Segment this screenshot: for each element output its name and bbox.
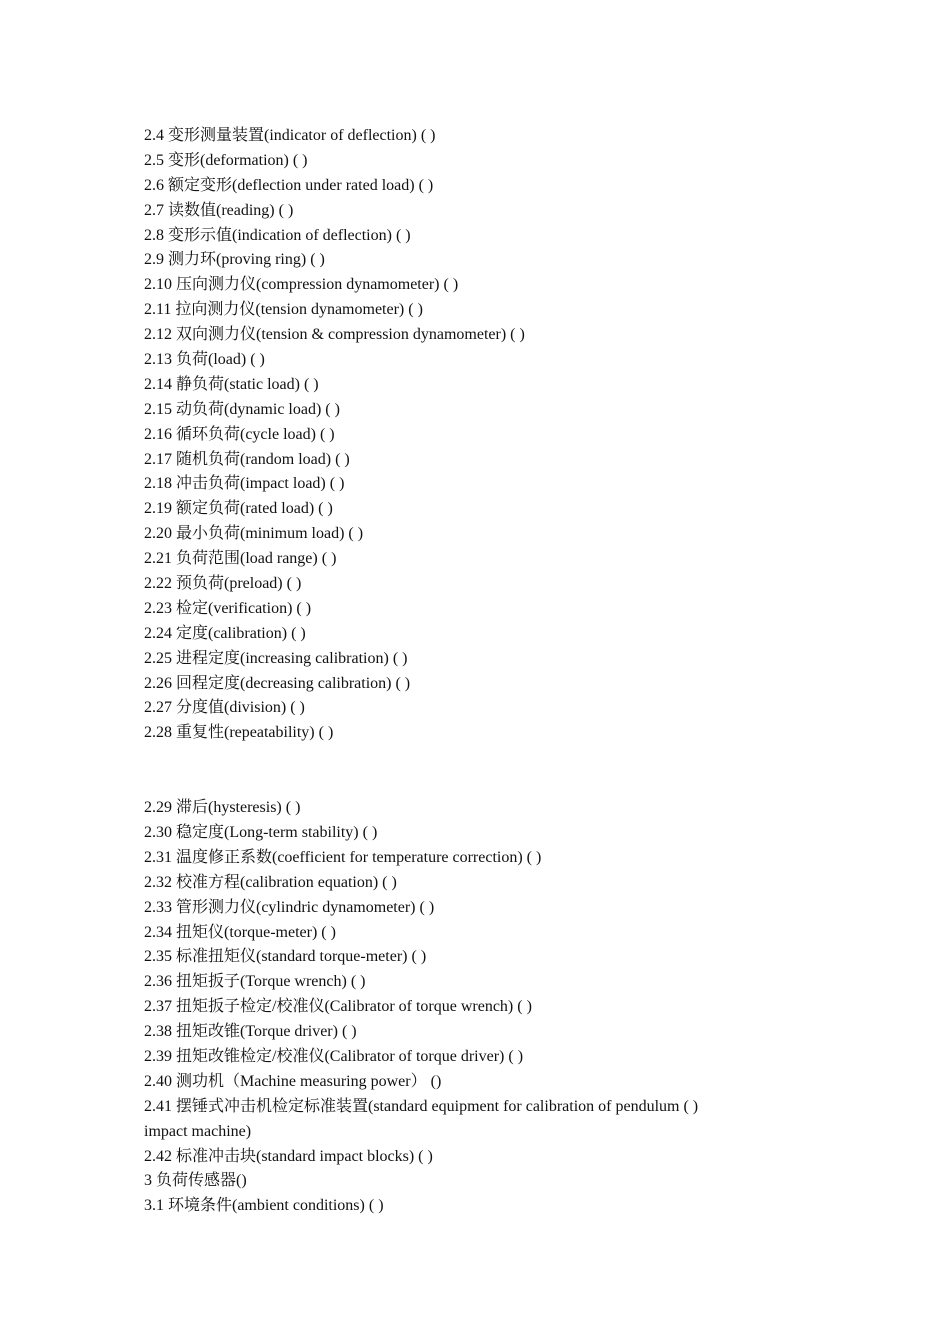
glossary-list-part2 — [144, 796, 784, 1219]
glossary-content — [144, 124, 784, 1219]
glossary-entry: 2.30 稳定度(Long-term stability) ( ) — [144, 823, 378, 841]
glossary-entry: 2.19 额定负荷(rated load) ( ) — [144, 500, 333, 518]
glossary-entry: 2.4 变形测量装置(indicator of deflection) ( ) — [144, 127, 436, 144]
glossary-entry: 2.38 扭矩改锥(Torque driver) ( ) — [144, 1023, 357, 1041]
glossary-entry: 2.37 扭矩扳子检定/校准仪(Calibrator of torque wrench) ( ) — [144, 998, 532, 1016]
glossary-entry: 2.11 拉向测力仪(tension dynamometer) ( ) — [144, 301, 423, 319]
blank-line — [144, 771, 784, 796]
glossary-entry: 2.41 摆锤式冲击机检定标准装置(standard equipment for calibration of pendulum ( ) — [144, 1097, 699, 1115]
glossary-entry: 2.33 管形测力仪(cylindric dynamometer) ( ) — [144, 898, 435, 916]
glossary-entry: 2.7 读数值(reading) ( ) — [144, 201, 294, 219]
glossary-entry: 2.25 进程定度(increasing calibration) ( ) — [144, 649, 408, 667]
glossary-entry: 3.1 环境条件(ambient conditions) ( ) — [144, 1197, 384, 1215]
glossary-entry: 2.42 标准冲击块(standard impact blocks) ( ) — [144, 1147, 433, 1165]
glossary-entry: 2.27 分度值(division) ( ) — [144, 699, 305, 717]
glossary-entry: 2.26 回程定度(decreasing calibration) ( ) — [144, 674, 411, 692]
glossary-entry: 2.14 静负荷(static load) ( ) — [144, 375, 319, 393]
glossary-entry: 2.17 随机负荷(random load) ( ) — [144, 450, 350, 468]
glossary-entry: 2.16 循环负荷(cycle load) ( ) — [144, 425, 335, 443]
glossary-entry: 2.29 滞后(hysteresis) ( ) — [144, 799, 301, 817]
glossary-entry: 2.12 双向测力仪(tension & compression dynamometer) ( ) — [144, 326, 525, 344]
glossary-entry: 2.22 预负荷(preload) ( ) — [144, 575, 302, 593]
glossary-entry: 2.24 定度(calibration) ( ) — [144, 624, 306, 642]
glossary-entry: 2.32 校准方程(calibration equation) ( ) — [144, 873, 397, 891]
glossary-entry: 2.28 重复性(repeatability) ( ) — [144, 724, 334, 742]
glossary-entry: 2.21 负荷范围(load range) ( ) — [144, 550, 337, 568]
glossary-entry: 2.39 扭矩改锥检定/校准仪(Calibrator of torque driver) ( ) — [144, 1047, 524, 1065]
glossary-entry: 2.18 冲击负荷(impact load) ( ) — [144, 475, 345, 493]
glossary-entry: 2.6 额定变形(deflection under rated load) ( ) — [144, 176, 434, 194]
glossary-entry: 2.31 温度修正系数(coefficient for temperature correction) ( ) — [144, 848, 542, 866]
glossary-entry: 2.5 变形(deformation) ( ) — [144, 151, 308, 169]
glossary-entry: impact machine) — [144, 1122, 252, 1140]
blank-line — [144, 746, 784, 771]
glossary-entry: 2.10 压向测力仪(compression dynamometer) ( ) — [144, 276, 459, 294]
glossary-entry: 2.13 负荷(load) ( ) — [144, 351, 265, 369]
glossary-entry: 2.9 测力环(proving ring) ( ) — [144, 251, 325, 269]
glossary-entry: 2.23 检定(verification) ( ) — [144, 599, 312, 617]
glossary-entry: 2.15 动负荷(dynamic load) ( ) — [144, 400, 340, 418]
glossary-entry: 2.40 测功机（Machine measuring power） () — [144, 1072, 442, 1090]
glossary-list-part1 — [144, 124, 784, 746]
glossary-entry: 2.34 扭矩仪(torque-meter) ( ) — [144, 923, 336, 941]
glossary-entry: 2.35 标准扭矩仪(standard torque-meter) ( ) — [144, 948, 427, 966]
glossary-entry: 2.8 变形示值(indication of deflection) ( ) — [144, 226, 411, 244]
glossary-entry: 2.20 最小负荷(minimum load) ( ) — [144, 525, 364, 543]
glossary-entry: 2.36 扭矩扳子(Torque wrench) ( ) — [144, 973, 366, 991]
glossary-entry: 3 负荷传感器() — [144, 1172, 247, 1190]
